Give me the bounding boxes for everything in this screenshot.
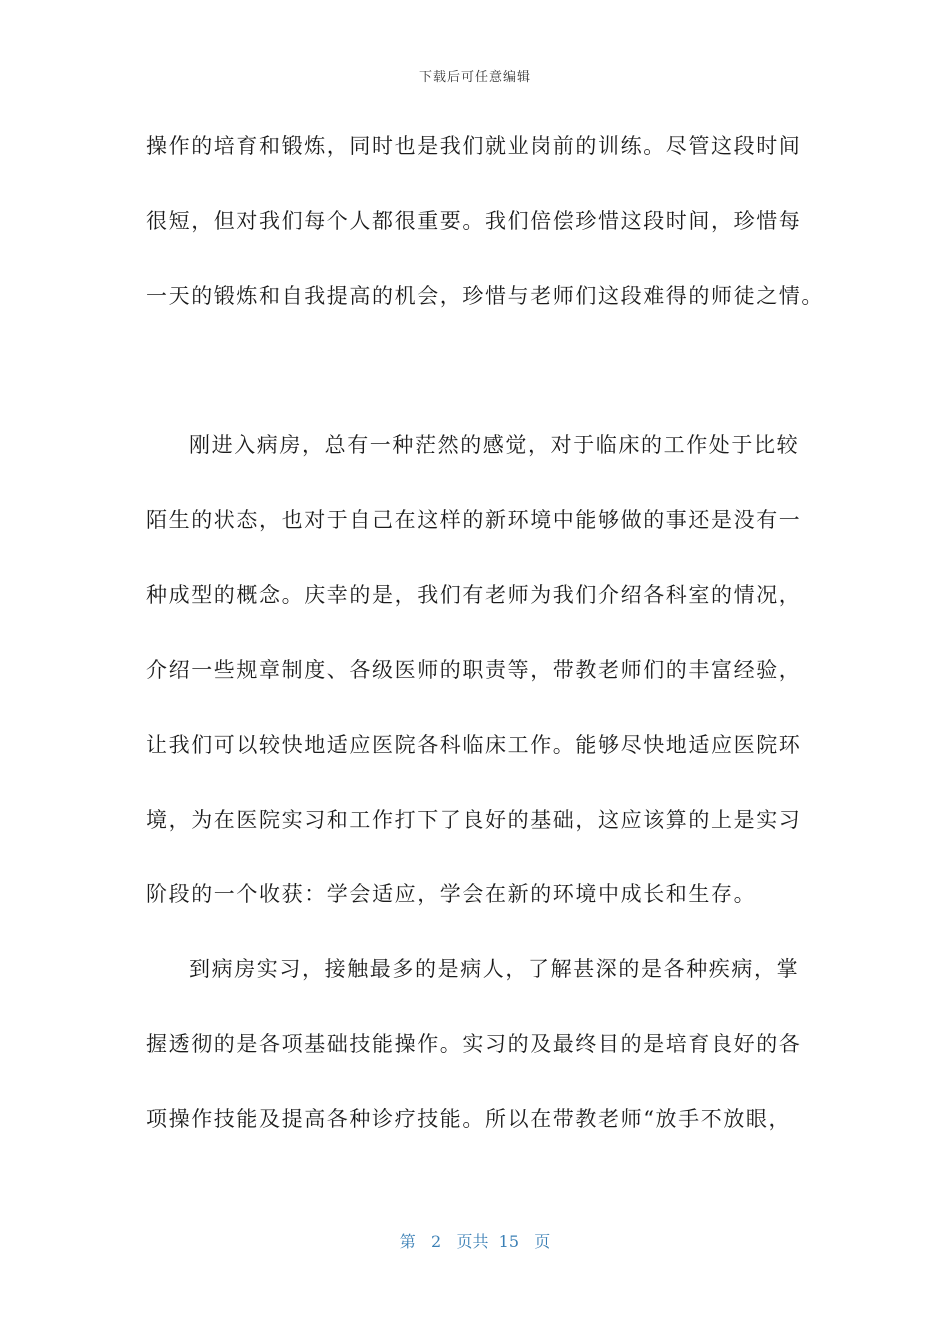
footer-total-pages: 15 (498, 1232, 519, 1251)
page-footer (0, 1229, 950, 1252)
paragraph-line: 境，为在医院实习和工作打下了良好的基础，这应该算的上是实习 (146, 808, 802, 832)
paragraph-line: 一天的锻炼和自我提高的机会，珍惜与老师们这段难得的师徒之情。 (146, 284, 824, 308)
paragraph-line: 阶段的一个收获：学会适应，学会在新的环境中成长和生存。 (146, 882, 757, 906)
footer-prefix: 第 (399, 1232, 416, 1251)
paragraph-line: 很短，但对我们每个人都很重要。我们倍偿珍惜这段时间，珍惜每 (146, 209, 802, 233)
footer-middle: 页共 (456, 1232, 489, 1251)
footer-page-number: 2 (431, 1232, 442, 1251)
paragraph-line: 让我们可以较快地适应医院各科临床工作。能够尽快地适应医院环 (146, 733, 802, 757)
paragraph-line: 介绍一些规章制度、各级医师的职责等，带教老师们的丰富经验， (146, 658, 802, 682)
paragraph-line: 操作的培育和锻炼，同时也是我们就业岗前的训练。尽管这段时间 (146, 134, 802, 158)
paragraph-line-indented: 刚进入病房，总有一种茫然的感觉，对于临床的工作处于比较 (189, 433, 800, 457)
paragraph-line: 种成型的概念。庆幸的是，我们有老师为我们介绍各科室的情况， (146, 583, 802, 607)
paragraph-line: 陌生的状态，也对于自己在这样的新环境中能够做的事还是没有一 (146, 508, 802, 532)
footer-suffix: 页 (534, 1232, 551, 1251)
paragraph-line-indented: 到病房实习，接触最多的是病人，了解甚深的是各种疾病，掌 (189, 957, 800, 981)
paragraph-line: 项操作技能及提高各种诊疗技能。所以在带教老师“放手不放眼， (146, 1107, 792, 1131)
page-header: 下载后可任意编辑 (418, 70, 531, 85)
paragraph-line: 握透彻的是各项基础技能操作。实习的及最终目的是培育良好的各 (146, 1032, 802, 1056)
